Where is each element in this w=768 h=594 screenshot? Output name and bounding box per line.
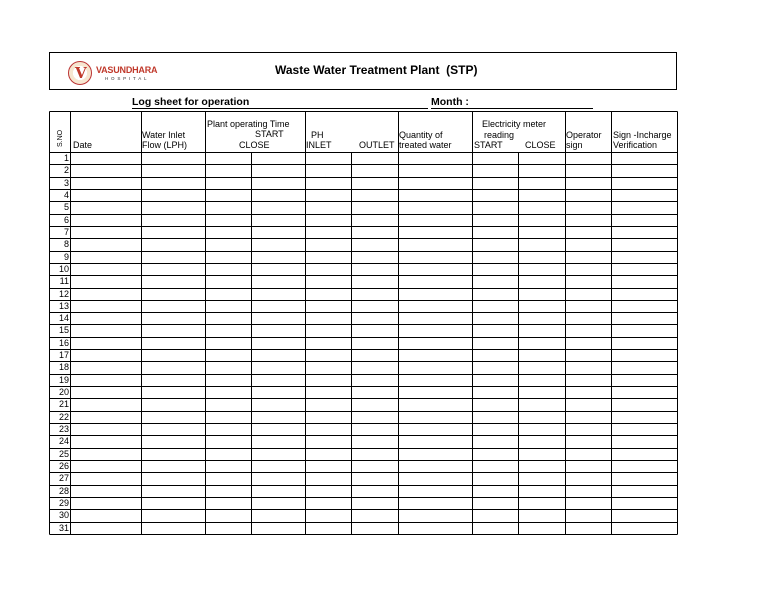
header-quantity-1: Quantity of — [399, 130, 443, 140]
hospital-logo — [68, 61, 178, 87]
header-ph: PH — [311, 130, 324, 140]
header-sign-1: Sign -Incharge — [613, 130, 672, 140]
log-sheet-underline — [132, 108, 428, 109]
table-row-number: 6 — [63, 214, 69, 225]
table-row-number: 5 — [63, 202, 69, 213]
table-row-number: 11 — [59, 276, 69, 287]
table-row-number: 12 — [58, 288, 69, 299]
header-sign-2: Verification — [613, 140, 658, 150]
table-row-number: 19 — [58, 374, 69, 385]
header-water-inlet-2: Flow (LPH) — [142, 140, 188, 150]
table-row-number: 18 — [58, 362, 69, 373]
log-table — [49, 111, 678, 536]
logo-name: VASUNDHARA — [96, 65, 158, 75]
table-row-number: 31 — [58, 522, 69, 533]
table-row-number: 25 — [58, 448, 69, 459]
header-outlet: OUTLET — [359, 140, 395, 150]
table-row-number: 7 — [63, 226, 69, 237]
log-sheet-label: Log sheet for operation — [132, 96, 250, 108]
table-row-number: 30 — [58, 510, 69, 521]
header-plant-close: CLOSE — [239, 140, 270, 150]
table-grid-lines — [49, 111, 678, 536]
header-date: Date — [73, 140, 93, 150]
table-row-number: 3 — [63, 177, 69, 188]
header-quantity-2: treated water — [399, 140, 452, 150]
header-water-inlet-1: Water Inlet — [142, 130, 186, 140]
header-meter-start: START — [474, 140, 503, 150]
table-row-number: 20 — [58, 387, 69, 398]
page-title: Waste Water Treatment Plant (STP) — [275, 63, 478, 77]
header-sno: S.NO — [57, 129, 64, 147]
table-row-number: 14 — [58, 313, 69, 324]
header-plant-time: Plant operating Time — [207, 119, 290, 129]
table-row-number: 1 — [63, 153, 69, 163]
header-electricity-2: reading — [484, 130, 515, 140]
logo-emblem-icon: V — [68, 61, 92, 85]
table-row-number: 8 — [63, 239, 69, 250]
logo-subtitle: HOSPITAL — [105, 76, 150, 81]
table-row-number: 17 — [58, 350, 69, 361]
month-field-line[interactable] — [431, 108, 593, 109]
table-row-number: 9 — [63, 251, 69, 262]
table-row-number: 13 — [58, 300, 69, 311]
table-row-number: 22 — [58, 411, 69, 422]
month-label: Month : — [431, 96, 469, 108]
table-row-number: 10 — [58, 263, 69, 274]
header-inlet: INLET — [306, 140, 332, 150]
table-row-number: 26 — [58, 461, 69, 471]
header-electricity-1: Electricity meter — [482, 119, 547, 129]
header-operator-2: sign — [566, 140, 583, 150]
header-meter-close: CLOSE — [525, 140, 556, 150]
table-row-number: 27 — [58, 473, 69, 484]
table-row-number: 21 — [58, 399, 69, 410]
header-operator-1: Operator — [566, 130, 602, 140]
table-row-number: 28 — [58, 485, 69, 496]
table-row-number: 24 — [58, 436, 69, 447]
table-row-number: 2 — [63, 165, 69, 176]
table-row-number: 29 — [58, 497, 69, 508]
table-row-number: 23 — [58, 424, 69, 435]
table-row-number: 16 — [58, 337, 69, 348]
table-row-number: 15 — [58, 325, 69, 336]
header-plant-start: START — [255, 129, 284, 139]
header-box — [49, 52, 677, 90]
table-row-number: 4 — [63, 189, 69, 200]
